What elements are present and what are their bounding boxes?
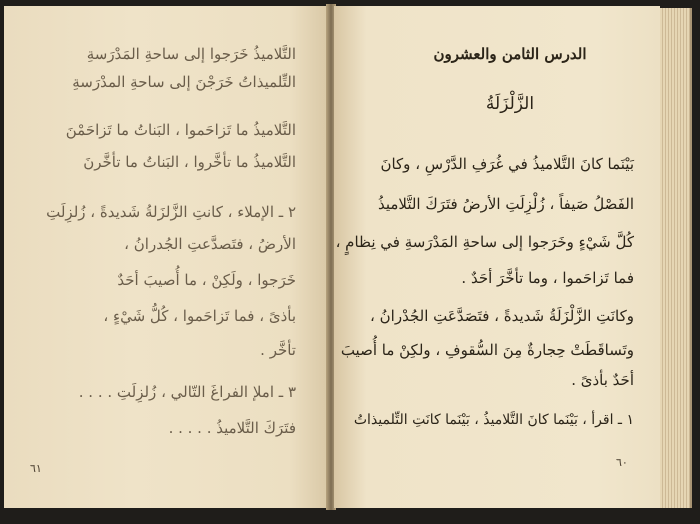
left-page	[4, 6, 328, 508]
page-edges	[660, 8, 692, 508]
right-line-7: أحَدٌ بأذىً .	[571, 371, 634, 389]
right-line-2: الفَصْلُ صَيفاً ، زُلْزِلَتِ الأرضُ فتَرَكَ التَّلاميذُ	[377, 195, 634, 213]
right-line-8: ١ ـ اقرأ ، بَيْنَما كانَ التَّلاميذُ ، بَيْنَما كانَتِ التِّلميذاتُ	[353, 412, 634, 428]
left-line-7: خَرَجوا ، ولَكِنْ ، ما أُصيبَ أحَدٌ	[117, 271, 296, 289]
right-line-3: كُلَّ شَيْءٍ وخَرَجوا إلى ساحةِ المَدْرَسةِ في نِظامٍ ،	[335, 233, 634, 251]
left-line-6: الأرضُ ، فتَصدَّعتِ الجُدرانُ ،	[124, 235, 296, 253]
left-line-5: ٢ ـ الإملاء ، كانتِ الزَّلزَلةُ شَديدةً ، زُلزِلَتِ	[46, 203, 296, 221]
left-line-1: التَّلاميذُ خَرَجوا إلى ساحةِ المَدْرَسةِ	[86, 45, 296, 63]
lesson-title: الدرس الثامن والعشرون	[433, 45, 587, 63]
right-line-5: وكانَتِ الزَّلْزَلَةُ شَديدةً ، فتَصَدَّعَتِ الجُدْرانُ ،	[370, 307, 634, 325]
left-line-9: تأخَّر .	[260, 341, 296, 359]
right-line-6: وتَساقَطَتْ حِجارةٌ مِنَ السُّقوفِ ، ولكِنْ ما أُصيبَ	[340, 341, 634, 359]
left-page-number: ٦١	[30, 462, 42, 475]
right-page	[334, 6, 660, 508]
left-line-3: التَّلاميذُ ما تَزاحَموا ، البَناتُ ما تَزاحَمْنَ	[65, 121, 296, 139]
right-line-1: بَيْنَما كانَ التَّلاميذُ في غُرَفِ الدَّرْسِ ، وكانَ	[380, 155, 634, 173]
lesson-subtitle: الزَّلْزَلَةُ	[485, 94, 535, 114]
right-page-number: ٦٠	[616, 456, 628, 469]
left-line-8: بأذىً ، فما تَزاحَموا ، كُلُّ شَيْءٍ ،	[103, 307, 296, 325]
left-line-4: التَّلاميذُ ما تأخَّروا ، البَناتُ ما تأخَّرنَ	[83, 153, 296, 171]
left-line-10: ٣ ـ املإ الفراغَ التّالي ، زُلزِلَتِ . . . .	[78, 383, 296, 401]
left-line-2: التِّلميذاتُ خَرَجْنَ إلى ساحةِ المدْرَسةِ	[72, 73, 296, 91]
right-line-4: فما تَزاحَموا ، وما تأخَّرَ أحَدٌ .	[461, 269, 634, 287]
left-line-11: فتَرَكَ التَّلاميذُ . . . . .	[168, 419, 296, 437]
